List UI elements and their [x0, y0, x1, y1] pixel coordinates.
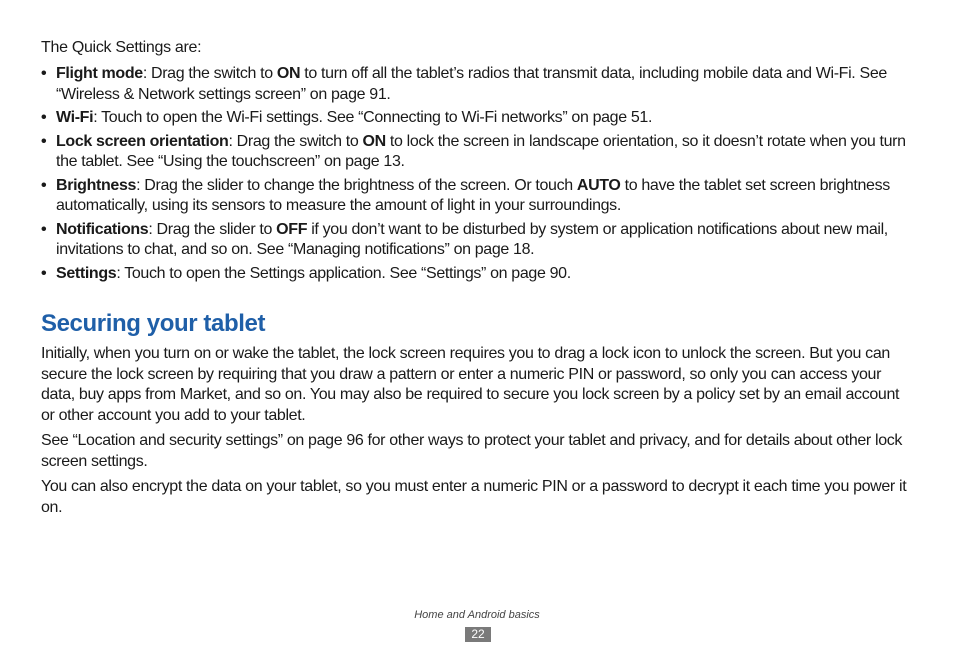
bullet: •: [41, 264, 47, 282]
keyword-on: ON: [276, 65, 301, 82]
item-text: : Drag the slider to change the brightness of the screen. Or touch: [136, 176, 577, 194]
item-text: : Touch to open the Wi-Fi settings. See “Connecting to Wi-Fi networks” on page 51.: [93, 109, 653, 126]
paragraph: See “Location and security settings” on page 96 for other ways to protect your tablet and privacy, and for details about other lock screen settings.: [41, 432, 903, 470]
list-item-settings: [41, 264, 913, 285]
bullet: •: [41, 220, 47, 238]
quick-settings-list: [41, 64, 913, 284]
paragraph: Initially, when you turn on or wake the tablet, the lock screen requires you to drag a lock icon to unlock the screen. But you can secure the lock screen by requiring that you draw a pattern or enter a numeric PIN or password, so only you can access your data, buy apps from Market, and so on. You may also be required to secure you lock screen by a policy set by an email account or other account you add to your tablet.: [41, 345, 900, 424]
item-text: : Drag the switch to: [228, 132, 363, 150]
section-title: Securing your tablet: [41, 310, 266, 337]
bullet: •: [41, 109, 47, 126]
bullet: •: [41, 65, 47, 82]
item-text: : Drag the switch to: [142, 65, 277, 82]
keyword-off: OFF: [276, 220, 308, 238]
list-item-notifications: [41, 220, 913, 261]
term-brightness: Brightness: [56, 176, 137, 194]
term-wifi: Wi-Fi: [56, 109, 94, 126]
item-text: : Touch to open the Settings application. See “Settings” on page 90.: [116, 264, 571, 282]
term-lock-screen-orientation: Lock screen orientation: [56, 132, 229, 150]
keyword-auto: AUTO: [576, 176, 621, 194]
list-item-flight-mode: [41, 64, 913, 105]
bullet: •: [41, 176, 47, 194]
page-number-badge: 22: [465, 627, 491, 642]
item-text: to turn off all the tablet’s radios that transmit data, including mobile data and Wi-Fi. See “Wireless & Network settings screen” on page 91.: [56, 65, 887, 103]
item-text: to lock the screen in landscape orientation, so it doesn’t rotate when you turn the tablet. See “Using the touchscreen” on page 13.: [56, 132, 906, 170]
term-notifications: Notifications: [56, 220, 149, 238]
term-flight-mode: Flight mode: [56, 65, 143, 82]
item-text: if you don’t want to be disturbed by system or application notifications about new mail, invitations to chat, and so on. See “Managing notifications” on page 18.: [56, 220, 888, 258]
item-text: : Drag the slider to: [148, 220, 277, 238]
intro-text: The Quick Settings are:: [41, 39, 202, 56]
list-item-brightness: [41, 176, 913, 217]
list-item-lock-screen-orientation: [41, 132, 913, 173]
footer-section-label: Home and Android basics: [414, 609, 540, 621]
item-text: to have the tablet set screen brightness automatically, using its sensors to measure the amount of light in your surroundings.: [56, 176, 890, 214]
term-settings: Settings: [56, 264, 117, 282]
keyword-on: ON: [362, 132, 386, 150]
document-page: [41, 38, 913, 523]
list-item-wifi: [41, 108, 913, 129]
paragraph: You can also encrypt the data on your tablet, so you must enter a numeric PIN or a password to decrypt it each time you power it on.: [41, 478, 907, 516]
bullet: •: [41, 132, 47, 150]
